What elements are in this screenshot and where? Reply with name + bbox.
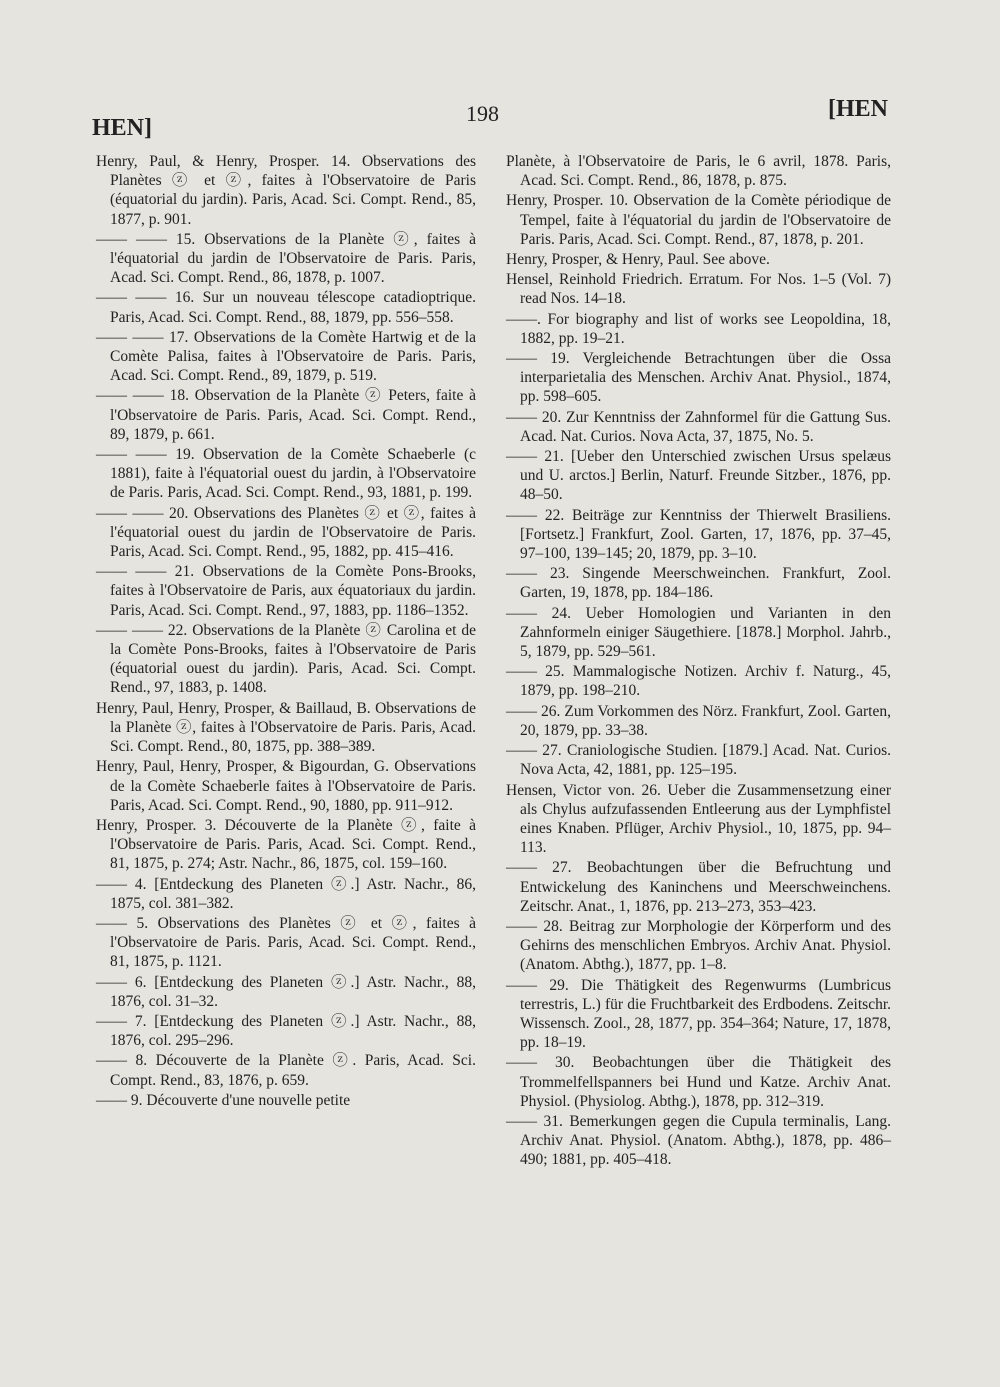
left-column [96, 152, 476, 1111]
bibliography-entry: —— 29. Die Thätigkeit des Regenwurms (Lumbricus terrestris, L.) für die Fruchtbarkeit des Erdbodens. Zeitschr. Wissensch. Zool., 28, 1877, pp. 354–364; Nature, 17, 1878, pp. 18–19. [506, 976, 891, 1052]
page-number: 198 [466, 101, 499, 126]
bibliography-entry: —— 4. [Entdeckung des Planeten ⓩ.] Astr. Nachr., 86, 1875, col. 381–382. [96, 875, 476, 912]
bibliography-entry: Hensen, Victor von. 26. Ueber die Zusammensetzung einer als Chylus aufzufassenden Entleerung aus der Lymphfistel eines Knaben. Pflüger, Archiv Physiol., 10, 1875, pp. 94–113. [506, 781, 891, 857]
bibliography-entry: —— 26. Zum Vorkommen des Nörz. Frankfurt, Zool. Garten, 20, 1879, pp. 33–38. [506, 702, 891, 739]
bibliography-entry: —— —— 18. Observation de la Planète ⓩ Peters, faite à l'Observatoire de Paris. Paris, Acad. Sci. Compt. Rend., 89, 1879, p. 661. [96, 387, 476, 443]
bibliography-entry: —— —— 20. Observations des Planètes ⓩ et ⓩ, faites à l'équatorial ouest du jardin de l'Observatoire de Paris. Paris, Acad. Sci. Compt. Rend., 95, 1882, pp. 415–416. [96, 504, 476, 561]
bibliography-entry: Henry, Prosper. 3. Découverte de la Planète ⓩ, faite à l'Observatoire de Paris. Paris, Acad. Sci. Compt. Rend., 81, 1875, p. 274; Astr. Nachr., 86, 1875, col. 159–160. [96, 816, 476, 873]
bibliography-entry: —— 20. Zur Kenntniss der Zahnformel für die Gattung Sus. Acad. Nat. Curios. Nova Acta, 37, 1875, No. 5. [506, 408, 891, 445]
running-header-left: HEN] [92, 115, 152, 141]
right-column [506, 152, 891, 1171]
bibliography-entry: —— 6. [Entdeckung des Planeten ⓩ.] Astr. Nachr., 88, 1876, col. 31–32. [96, 973, 476, 1010]
bibliography-entry: —— 23. Singende Meerschweinchen. Frankfurt, Zool. Garten, 19, 1878, pp. 184–186. [506, 565, 891, 602]
bibliography-entry: Henry, Paul, Henry, Prosper, & Bigourdan, G. Observations de la Comète Schaeberle faites à l'Observatoire de Paris. Paris, Acad. Sci. Compt. Rend., 90, 1880, pp. 911–912. [96, 758, 476, 814]
bibliography-entry: —— 25. Mammalogische Notizen. Archiv f. Naturg., 45, 1879, pp. 198–210. [506, 663, 891, 700]
bibliography-entry: —— 22. Beiträge zur Kenntniss der Thierwelt Brasiliens. [Fortsetz.] Frankfurt, Zool. Garten, 17, 1876, pp. 37–45, 97–100, 139–145; 20, 1879, pp. 3–10. [506, 506, 891, 563]
bibliography-entry: Henry, Prosper, & Henry, Paul. See above. [506, 251, 770, 269]
bibliography-entry: Henry, Paul, & Henry, Prosper. 14. Observations des Planètes ⓩ et ⓩ, faites à l'Observatoire de Paris (équatorial du jardin). Paris, Acad. Sci. Compt. Rend., 85, 1877, p. 901. [96, 153, 476, 228]
bibliography-entry: Hensel, Reinhold Friedrich. Erratum. For Nos. 1–5 (Vol. 7) read Nos. 14–18. [506, 271, 891, 308]
bibliography-entry: —— —— 19. Observation de la Comète Schaeberle (c 1881), faite à l'équatorial ouest du jardin, à l'Observatoire de Paris. Paris, Acad. Sci. Compt. Rend., 93, 1881, p. 199. [96, 446, 476, 502]
bibliography-entry: Henry, Prosper. 10. Observation de la Comète périodique de Tempel, faite à l'équatorial du jardin de l'Observatoire de Paris. Paris, Acad. Sci. Compt. Rend., 87, 1878, p. 201. [506, 192, 891, 248]
bibliography-entry: —— 7. [Entdeckung des Planeten ⓩ.] Astr. Nachr., 88, 1876, col. 295–296. [96, 1012, 476, 1050]
bibliography-entry: —— 9. Découverte d'une nouvelle petite [96, 1091, 351, 1109]
bibliography-entry: —— —— 15. Observations de la Planète ⓩ, faites à l'équatorial du jardin de l'Observatoire de Paris. Paris, Acad. Sci. Compt. Rend., 86, 1878, p. 1007. [96, 230, 476, 287]
bibliography-entry: Henry, Paul, Henry, Prosper, & Baillaud, B. Observations de la Planète ⓩ, faites à l'Observatoire de Paris. Paris, Acad. Sci. Compt. Rend., 80, 1875, pp. 388–389. [96, 699, 476, 756]
bibliography-entry: —— 21. [Ueber den Unterschied zwischen Ursus spelæus und U. arctos.] Berlin, Naturf. Freunde Sitzber., 1876, pp. 48–50. [506, 448, 891, 504]
bibliography-entry: —— 28. Beitrag zur Morphologie der Körperform und des Gehirns des menschlichen Embryos. Archiv Anat. Physiol. (Anatom. Abthg.), 1877, pp. 1–8. [506, 917, 891, 974]
bibliography-entry: —— —— 21. Observations de la Comète Pons-Brooks, faites à l'Observatoire de Paris, aux équatoriaux du jardin. Paris, Acad. Sci. Compt. Rend., 97, 1883, pp. 1186–1352. [96, 563, 476, 619]
bibliography-entry: —— 24. Ueber Homologien und Varianten in den Zahnformeln einiger Säugethiere. [1878.] Morphol. Jahrb., 5, 1879, pp. 529–561. [506, 604, 891, 661]
bibliography-entry: ——. For biography and list of works see Leopoldina, 18, 1882, pp. 19–21. [506, 310, 891, 347]
bibliography-entry: Planète, à l'Observatoire de Paris, le 6 avril, 1878. Paris, Acad. Sci. Compt. Rend., 86, 1878, p. 875. [506, 153, 891, 190]
bibliography-entry: —— —— 16. Sur un nouveau télescope catadioptrique. Paris, Acad. Sci. Compt. Rend., 88, 1879, pp. 556–558. [96, 289, 476, 326]
bibliography-entry: —— 8. Découverte de la Planète ⓩ. Paris, Acad. Sci. Compt. Rend., 83, 1876, p. 659. [96, 1052, 476, 1089]
bibliography-entry: —— 27. Beobachtungen über die Befruchtung und Entwickelung des Kaninchens und Meerschweinchens. Zeitschr. Anat., 1, 1876, pp. 213–273, 353–423. [506, 859, 891, 915]
bibliography-entry: —— —— 17. Observations de la Comète Hartwig et de la Comète Palisa, faites à l'Observatoire de Paris. Paris, Acad. Sci. Compt. Rend., 89, 1879, p. 519. [96, 328, 476, 385]
bibliography-entry: —— 30. Beobachtungen über die Thätigkeit des Trommelfellspanners bei Hund und Katze. Archiv Anat. Physiol. (Physiolog. Abthg.), 1878, pp. 312–319. [506, 1054, 891, 1110]
running-header-right: [HEN [828, 96, 888, 122]
bibliography-entry: —— —— 22. Observations de la Planète ⓩ Carolina et de la Comète Pons-Brooks, faites à l'Observatoire de Paris (équatorial ouest du jardin). Paris, Acad. Sci. Compt. Rend., 97, 1883, p. 1408. [96, 621, 476, 697]
bibliography-entry: —— 27. Craniologische Studien. [1879.] Acad. Nat. Curios. Nova Acta, 42, 1881, pp. 125–195. [506, 742, 891, 779]
bibliography-entry: —— 19. Vergleichende Betrachtungen über die Ossa interparietalia des Menschen. Archiv Anat. Physiol., 1874, pp. 598–605. [506, 350, 891, 406]
bibliography-entry: —— 5. Observations des Planètes ⓩ et ⓩ, faites à l'Observatoire de Paris. Paris, Acad. Sci. Compt. Rend., 81, 1875, p. 1121. [96, 914, 476, 971]
bibliography-entry: —— 31. Bemerkungen gegen die Cupula terminalis, Lang. Archiv Anat. Physiol. (Anatom. Abthg.), 1878, pp. 486–490; 1881, pp. 405–418. [506, 1112, 891, 1169]
